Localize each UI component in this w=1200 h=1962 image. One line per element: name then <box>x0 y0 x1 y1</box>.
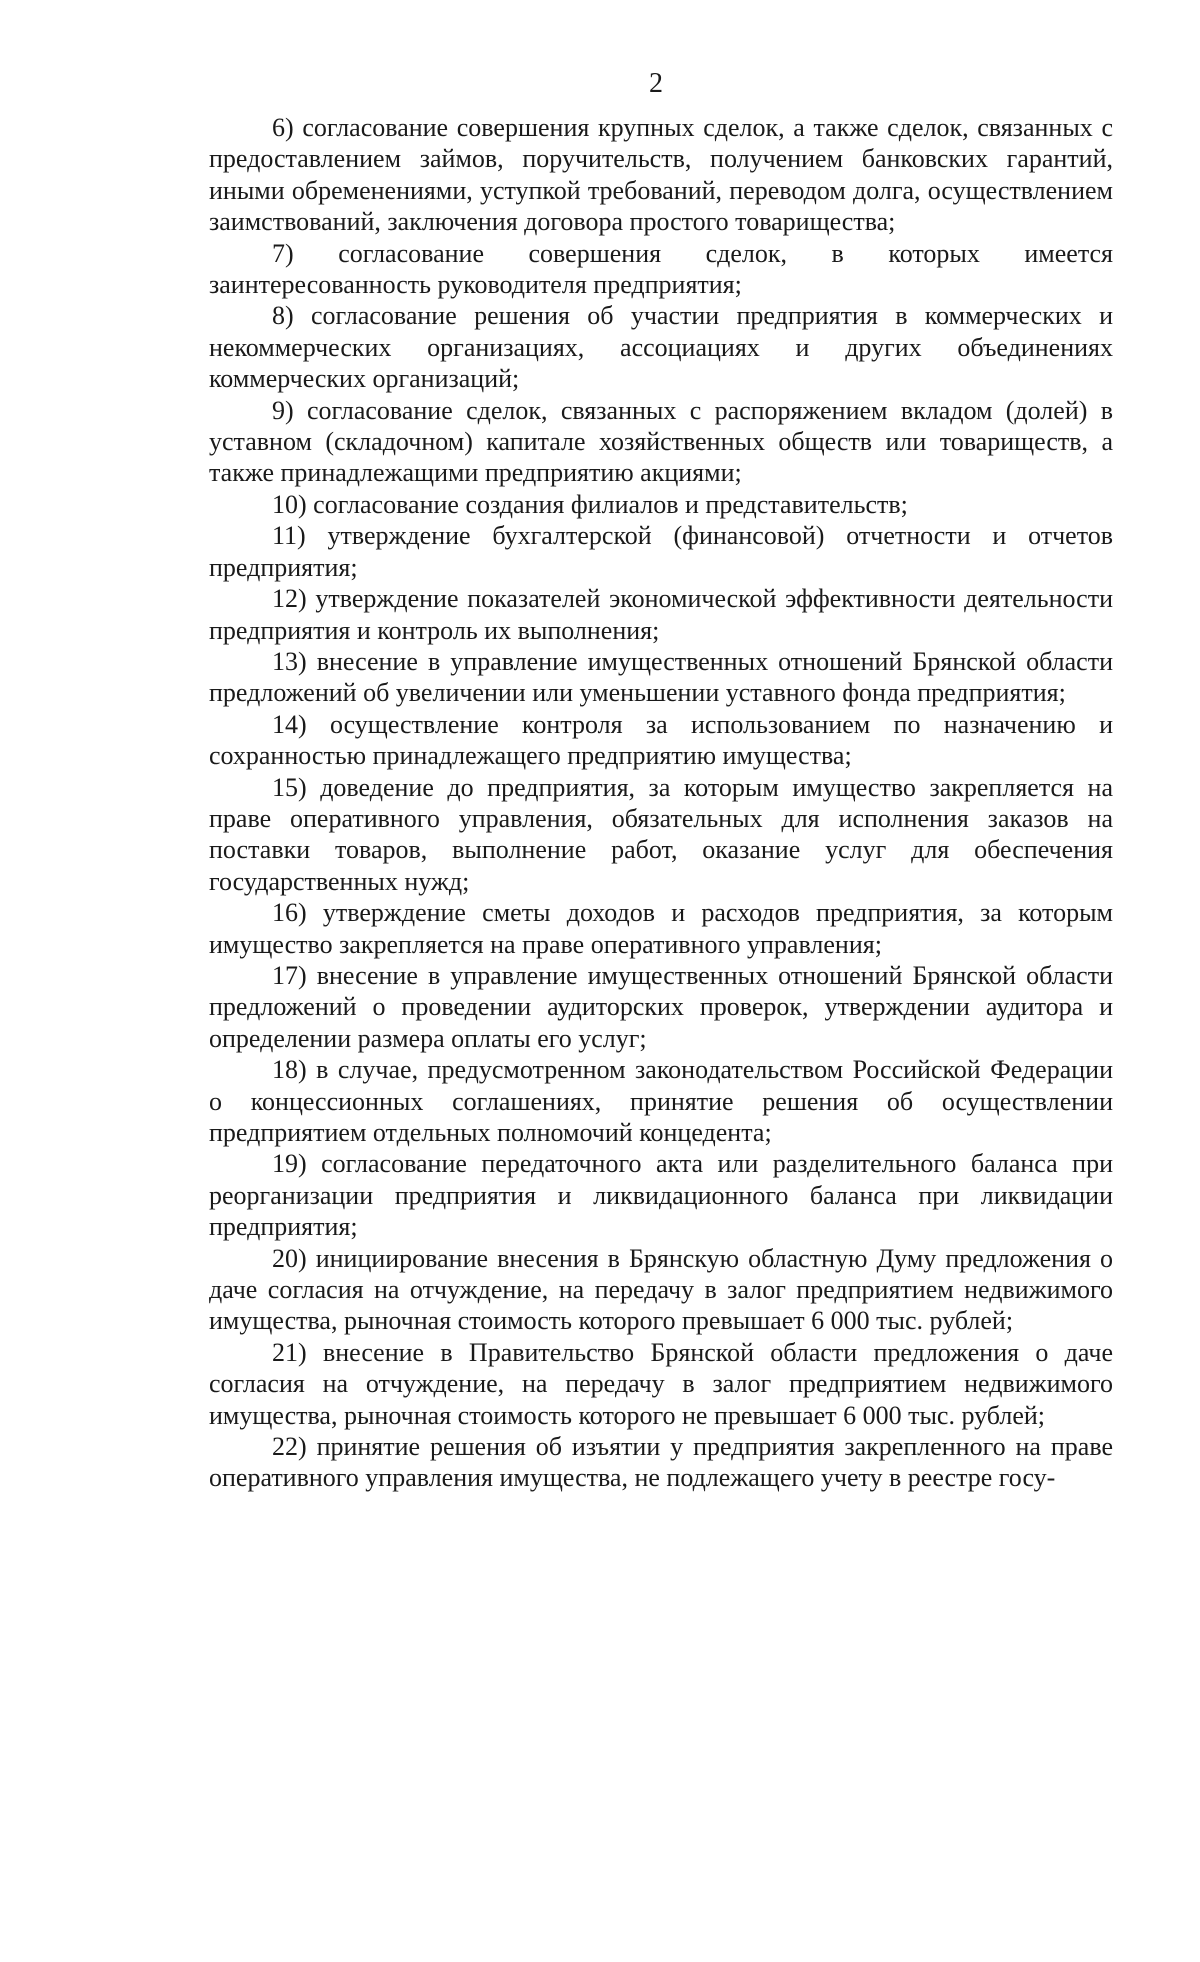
list-item: 13) внесение в управление имущественных отношений Брянской области предложений об увеличении или уменьшении уставного фонда предприятия; <box>209 646 1113 708</box>
list-item: 12) утверждение показателей экономической эффективности деятельности предприятия и контроль их выполнения; <box>209 584 1113 645</box>
document-body <box>209 112 1113 1494</box>
list-item: 16) утверждение сметы доходов и расходов предприятия, за которым имущество закрепляется на праве оперативного управления; <box>209 898 1113 959</box>
list-item: 9) согласование сделок, связанных с распоряжением вкладом (долей) в уставном (складочном) капитале хозяйственных обществ или товариществ, а также принадлежащими предприятию акциями; <box>209 395 1113 488</box>
list-item: 19) согласование передаточного акта или разделительного баланса при реорганизации предприятия и ликвидационного баланса при ликвидации предприятия; <box>209 1149 1113 1242</box>
list-item: 18) в случае, предусмотренном законодательством Российской Федерации о концессионных соглашениях, принятие решения об осуществлении предприятием отдельных полномочий концедента; <box>209 1055 1113 1147</box>
list-item: 11) утверждение бухгалтерской (финансовой) отчетности и отчетов предприятия; <box>209 521 1113 582</box>
list-item: 10) согласование создания филиалов и представительств; <box>272 489 908 519</box>
list-item: 20) инициирование внесения в Брянскую областную Думу предложения о даче согласия на отчуждение, на передачу в залог предприятием недвижимого имущества, рыночная стоимость которого превышает 6 000 тыс. рублей; <box>209 1243 1113 1336</box>
list-item: 17) внесение в управление имущественных отношений Брянской области предложений о проведении аудиторских проверок, утверждении аудитора и определении размера оплаты его услуг; <box>209 960 1113 1053</box>
list-item: 6) согласование совершения крупных сделок, а также сделок, связанных с предоставлением займов, поручительств, получением банковских гарантий, иными обременениями, уступкой требований, переводом долга, осуществлением заимствований, заключения договора простого товарищества; <box>209 113 1113 237</box>
list-item: 14) осуществление контроля за использованием по назначению и сохранностью принадлежащего предприятию имущества; <box>209 709 1113 771</box>
list-item: 21) внесение в Правительство Брянской области предложения о даче согласия на отчуждение, на передачу в залог предприятием недвижимого имущества, рыночная стоимость которого не превышает 6 000 тыс. рублей; <box>209 1337 1113 1430</box>
list-item: 22) принятие решения об изъятии у предприятия закрепленного на праве оперативного управления имущества, не подлежащего учету в реестре госу- <box>209 1432 1113 1493</box>
list-item: 15) доведение до предприятия, за которым имущество закрепляется на праве оперативного управления, обязательных для исполнения заказов на поставки товаров, выполнение работ, оказание услуг для обеспечения государственных нужд; <box>209 772 1113 896</box>
list-item: 8) согласование решения об участии предприятия в коммерческих и некоммерческих организациях, ассоциациях и других объединениях коммерческих организаций; <box>209 301 1113 394</box>
list-item: 7) согласование совершения сделок, в которых имеется заинтересованность руководителя предприятия; <box>209 238 1113 300</box>
page-number: 2 <box>649 68 663 99</box>
